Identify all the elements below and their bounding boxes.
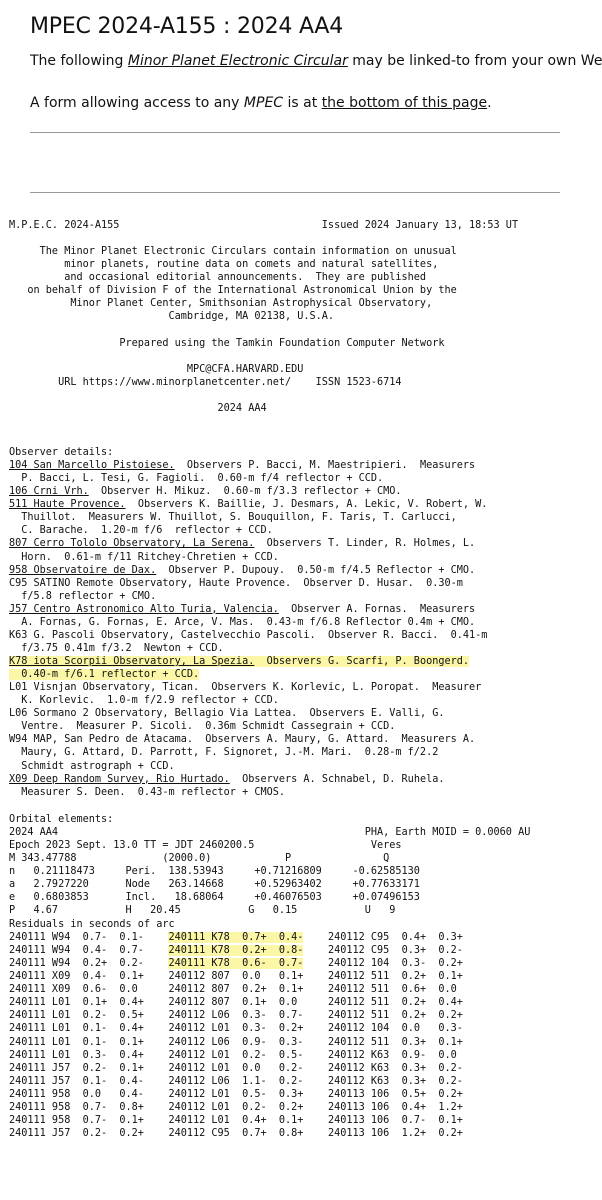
observer-text: Observer H. Mikuz. 0.60-m f/3.3 reflector + CMO. (88, 486, 402, 498)
residual-row (9, 1009, 463, 1022)
residual-cell: 240112 L01 0.3- 0.2+ (168, 1023, 304, 1035)
residual-gap (144, 1010, 169, 1021)
observer-text: Observers E. Valli, G. (297, 708, 445, 720)
residual-cell: 240112 C95 0.4+ 0.3+ (327, 932, 463, 943)
observer-continuation-text: f/5.8 reflector + CMO. (9, 590, 157, 602)
observer-continuation (9, 511, 487, 524)
header-line: on behalf of Division F of the International Astronomical Union by the (9, 285, 457, 297)
residual-gap (303, 984, 328, 995)
header-line: 2024 AA4 (9, 402, 267, 414)
bottom-of-page-link[interactable]: the bottom of this page (321, 95, 488, 111)
residual-cell: 240111 958 0.0 0.4- (9, 1088, 144, 1100)
observer-text: Observers K. Baillie, J. Desmars, A. Lekic, V. Robert, W. (125, 499, 488, 511)
residual-gap (303, 1128, 328, 1139)
intro-after: may be linked-to from your own We (347, 53, 602, 69)
residual-cell: 240112 511 0.2+ 0.2+ (327, 1010, 463, 1022)
residual-gap (144, 1037, 169, 1048)
residual-gap (303, 1023, 328, 1034)
observer-entry (9, 707, 487, 720)
observer-continuation-text: K. Korlevic. 1.0-m f/2.9 reflector + CCD. (9, 695, 279, 707)
residual-gap (303, 997, 328, 1008)
residual-cell: 240113 106 0.7- 0.1+ (327, 1114, 463, 1126)
header-line (9, 232, 518, 245)
residual-gap (144, 1023, 169, 1034)
observatory-name: K63 G. Pascoli Observatory, Castelvecchio Pascoli. (9, 629, 316, 641)
observer-text: Observers A. Maury, G. Attard. Measurers A. (193, 734, 476, 746)
residual-cell: 240112 L06 1.1- 0.2- (168, 1075, 304, 1087)
residual-gap (303, 971, 328, 982)
residual-row (9, 1049, 463, 1062)
observer-entry (9, 773, 487, 786)
observatory-name: C95 SATINO Remote Observatory, Haute Provence. (9, 577, 292, 589)
residual-cell: 240111 J57 0.2- 0.2+ (9, 1127, 144, 1139)
observatory-name: L06 Sormano 2 Observatory, Bellagio Via Lattea. (9, 708, 298, 720)
observer-entry (9, 564, 487, 577)
residual-gap (144, 997, 169, 1008)
header-line: and occasional editorial announcements. They are published (9, 272, 427, 284)
observer-continuation-text: A. Fornas, G. Fornas, E. Arce, V. Mas. 0.43-m f/6.8 Reflector 0.4m + CMO. (9, 616, 476, 628)
observer-entry (9, 733, 487, 746)
residual-row (9, 1127, 463, 1140)
observatory-link[interactable]: X09 Deep Random Survey, Rio Hurtado. (9, 773, 230, 785)
observer-continuation-text: Measurer S. Deen. 0.43-m reflector + CMOS. (9, 786, 286, 798)
observer-continuation (9, 616, 487, 629)
observer-entry (9, 603, 487, 616)
residual-cell: 240111 W94 0.2+ 0.2- (9, 958, 144, 970)
observer-continuation-text: 0.40-m f/6.1 reflector + CCD. (9, 669, 200, 681)
residual-row (9, 1114, 463, 1127)
observer-continuation-text: C. Barache. 1.20-m f/6 reflector + CCD. (9, 525, 273, 537)
form-note-before: A form allowing access to any (30, 95, 244, 111)
residual-row (9, 1022, 463, 1035)
residual-cell: 240113 106 1.2+ 0.2+ (327, 1127, 463, 1139)
observer-text: Observers A. Schnabel, D. Ruhela. (229, 773, 445, 785)
residual-gap (144, 958, 169, 969)
divider-bottom (30, 192, 560, 193)
form-note-after: . (487, 95, 492, 111)
residual-cell: 240111 X09 0.4- 0.1+ (9, 971, 144, 983)
orbital-line: 2024 AA4 PHA, Earth MOID = 0.0060 AU (9, 827, 531, 839)
residual-cell: 240112 511 0.2+ 0.1+ (327, 971, 463, 983)
header-line: Minor Planet Center, Smithsonian Astrophysical Observatory, (9, 298, 433, 310)
residual-cell: 240112 K63 0.3+ 0.2- (327, 1062, 463, 1074)
residual-row (9, 970, 463, 983)
observer-details (9, 446, 487, 799)
observer-continuation (9, 668, 487, 681)
residual-gap (144, 1115, 169, 1126)
observer-continuation (9, 472, 487, 485)
orbital-line: n 0.21118473 Peri. 138.53943 +0.71216809 -0.62585130 (9, 866, 420, 878)
residual-cell: 240112 K63 0.3+ 0.2- (327, 1075, 463, 1087)
residual-row (9, 996, 463, 1009)
observer-continuation-text: Ventre. Measurer P. Sicoli. 0.36m Schmidt Cassegrain + CCD. (9, 721, 396, 733)
form-note-mpec: MPEC (243, 95, 284, 111)
residual-cell: 240112 L01 0.4+ 0.1+ (168, 1114, 304, 1126)
orbital-line: Epoch 2023 Sept. 13.0 TT = JDT 2460200.5 Veres (9, 840, 402, 852)
residual-gap (144, 1050, 169, 1061)
residual-cell: 240113 106 0.5+ 0.2+ (327, 1088, 463, 1100)
residual-cell: 240111 L01 0.1- 0.1+ (9, 1036, 144, 1048)
residual-row (9, 1088, 463, 1101)
residual-cell: 240111 958 0.7- 0.1+ (9, 1114, 144, 1126)
observer-entry (9, 655, 487, 668)
residual-cell: 240111 L01 0.2- 0.5+ (9, 1010, 144, 1022)
orbital-line: e 0.6803853 Incl. 18.68064 +0.46076503 +0.07496153 (9, 892, 420, 904)
residual-gap (303, 1050, 328, 1061)
header-line: Prepared using the Tamkin Foundation Computer Network (9, 337, 445, 349)
header-line: MPC@CFA.HARVARD.EDU (9, 363, 304, 375)
residual-gap (303, 1115, 328, 1126)
observer-continuation (9, 551, 487, 564)
residual-gap (303, 958, 328, 969)
observer-continuation-text: Maury, G. Attard, D. Parrott, F. Signoret, J.-M. Mari. 0.28-m f/2.2 (9, 747, 439, 759)
residual-cell: 240112 L01 0.5- 0.3+ (168, 1088, 304, 1100)
header-line: The Minor Planet Electronic Circulars contain information on unusual (9, 246, 457, 258)
residual-gap (144, 945, 169, 956)
residual-cell: 240111 J57 0.1- 0.4- (9, 1075, 144, 1087)
residual-cell: 240112 L06 0.9- 0.3- (168, 1036, 304, 1048)
residual-cell: 240111 958 0.7- 0.8+ (9, 1101, 144, 1113)
circular-header (9, 219, 518, 415)
residual-row (9, 1075, 463, 1088)
observatory-link[interactable]: 511 Haute Provence. (9, 499, 126, 511)
orbital-line: Residuals in seconds of arc (9, 918, 175, 930)
residual-cell: 240111 X09 0.6- 0.0 (9, 984, 144, 996)
observer-entry (9, 485, 487, 498)
residual-cell: 240111 K78 0.6- 0.7- (168, 958, 304, 970)
residual-gap (144, 1102, 169, 1113)
residual-cell: 240111 W94 0.4- 0.7- (9, 945, 144, 957)
intro-before: The following (30, 53, 128, 69)
observer-continuation (9, 786, 487, 799)
residual-row (9, 1101, 463, 1114)
observer-entry (9, 681, 487, 694)
residual-gap (303, 1037, 328, 1048)
observer-entry (9, 459, 487, 472)
residual-cell: 240112 511 0.2+ 0.4+ (327, 997, 463, 1009)
residual-cell: 240112 511 0.3+ 0.1+ (327, 1036, 463, 1048)
residual-gap (144, 971, 169, 982)
observer-text: Observers T. Linder, R. Holmes, L. (254, 538, 476, 550)
residual-cell: 240112 L01 0.2- 0.5- (168, 1049, 304, 1061)
form-note-middle: is at (283, 95, 322, 111)
header-line (9, 350, 518, 363)
residual-cell: 240111 K78 0.7+ 0.4- (168, 932, 304, 943)
observer-text: Observer P. Dupouy. 0.50-m f/4.5 Reflector + CMO. (156, 564, 476, 576)
residual-gap (144, 984, 169, 995)
observatory-name: L01 Visnjan Observatory, Tican. (9, 682, 200, 694)
observer-continuation (9, 760, 487, 773)
residual-row (9, 957, 463, 970)
observatory-link[interactable]: K78 iota Scorpii Observatory, La Spezia. (9, 656, 255, 667)
residual-cell: 240112 104 0.3- 0.2+ (327, 958, 463, 970)
residual-gap (303, 1102, 328, 1113)
observer-continuation (9, 720, 487, 733)
observer-entry (9, 577, 487, 590)
residual-cell: 240111 W94 0.7- 0.1- (9, 932, 144, 943)
observer-continuation (9, 590, 487, 603)
residual-cell: 240112 807 0.1+ 0.0 (168, 997, 304, 1009)
observer-heading: Observer details: (9, 447, 114, 458)
divider-top (30, 132, 560, 133)
observer-text: Observers K. Korlevic, L. Poropat. Measurer (199, 682, 482, 694)
mpec-link[interactable]: Minor Planet Electronic Circular (127, 53, 348, 69)
residual-gap (303, 932, 328, 943)
orbital-line: M 343.47788 (2000.0) P Q (9, 853, 390, 865)
observatory-link[interactable]: 807 Cerro Tololo Observatory, La Serena. (9, 538, 255, 550)
orbital-elements (9, 813, 530, 931)
orbital-line: Orbital elements: (9, 814, 114, 825)
header-line (9, 324, 518, 337)
residual-gap (144, 1089, 169, 1100)
observer-continuation (9, 524, 487, 537)
residual-cell: 240112 K63 0.9- 0.0 (327, 1049, 463, 1061)
header-line: Cambridge, MA 02138, U.S.A. (9, 311, 335, 323)
residual-cell: 240112 L01 0.2- 0.2+ (168, 1101, 304, 1113)
residual-row (9, 931, 463, 944)
residual-gap (144, 1128, 169, 1139)
residuals-table (9, 931, 463, 1140)
residual-cell: 240112 807 0.0 0.1+ (168, 971, 304, 983)
residual-row (9, 1062, 463, 1075)
residual-cell: 240111 L01 0.1+ 0.4+ (9, 997, 144, 1009)
observer-entry (9, 537, 487, 550)
observer-text: Observer A. Fornas. Measurers (278, 603, 476, 615)
residual-gap (303, 1076, 328, 1087)
observer-entry (9, 629, 487, 642)
observer-text: Observer R. Bacci. 0.41-m (315, 629, 488, 641)
residual-cell: 240112 C95 0.7+ 0.8+ (168, 1127, 304, 1139)
observer-continuation (9, 642, 487, 655)
observer-entry (9, 498, 487, 511)
header-line: URL https://www.minorplanetcenter.net/ ISSN 1523-6714 (9, 376, 402, 388)
observer-continuation-text: Schmidt astrograph + CCD. (9, 760, 175, 772)
observer-text: Observer D. Husar. 0.30-m (291, 577, 463, 589)
observatory-link[interactable]: 958 Observatoire de Dax. (9, 564, 157, 576)
residual-cell: 240112 511 0.6+ 0.0 (327, 984, 463, 996)
residual-gap (303, 1089, 328, 1100)
residual-gap (144, 1063, 169, 1074)
orbital-line: P 4.67 H 20.45 G 0.15 U 9 (9, 905, 396, 917)
observer-continuation-text: Thuillot. Measurers W. Thuillot, S. Bouquillon, F. Taris, T. Carlucci, (9, 512, 457, 524)
residual-cell: 240112 L06 0.3- 0.7- (168, 1010, 304, 1022)
residual-cell: 240111 J57 0.2- 0.1+ (9, 1062, 144, 1074)
observer-continuation (9, 694, 487, 707)
observatory-link[interactable]: 104 San Marcello Pistoiese. (9, 460, 175, 472)
residual-cell: 240112 807 0.2+ 0.1+ (168, 984, 304, 996)
residual-row (9, 1036, 463, 1049)
intro-text (30, 53, 602, 69)
observatory-name: W94 MAP, San Pedro de Atacama. (9, 734, 194, 746)
residual-cell: 240111 L01 0.1- 0.4+ (9, 1023, 144, 1035)
observatory-link[interactable]: J57 Centro Astronomico Alto Turia, Valencia. (9, 603, 279, 615)
residual-row (9, 983, 463, 996)
residual-gap (303, 1063, 328, 1074)
observer-highlight (9, 656, 469, 667)
residual-row (9, 944, 463, 957)
observer-continuation-text: P. Bacci, L. Tesi, G. Fagioli. 0.60-m f/4 reflector + CCD. (9, 473, 384, 485)
residual-gap (303, 945, 328, 956)
residual-gap (303, 1010, 328, 1021)
residual-cell: 240112 104 0.0 0.3- (327, 1023, 463, 1035)
observer-continuation-text: Horn. 0.61-m f/11 Ritchey-Chretien + CCD. (9, 551, 279, 563)
residual-cell: 240112 C95 0.3+ 0.2- (327, 945, 463, 957)
residual-cell: 240113 106 0.4+ 1.2+ (327, 1101, 463, 1113)
orbital-line: a 2.7927220 Node 263.14668 +0.52963402 +0.77633171 (9, 879, 420, 891)
header-line: M.P.E.C. 2024-A155 Issued 2024 January 13, 18:53 UT (9, 220, 519, 231)
residual-gap (144, 1076, 169, 1087)
residual-cell: 240111 K78 0.2+ 0.8- (168, 945, 304, 957)
page-title: MPEC 2024-A155 : 2024 AA4 (30, 14, 344, 39)
observatory-link[interactable]: 106 Crni Vrh. (9, 486, 89, 498)
header-line (9, 389, 518, 402)
observer-continuation-text: f/3.75 0.41m f/3.2 Newton + CCD. (9, 642, 224, 654)
header-line: minor planets, routine data on comets and natural satellites, (9, 259, 439, 271)
residual-cell: 240111 L01 0.3- 0.4+ (9, 1049, 144, 1061)
observer-continuation (9, 746, 487, 759)
residual-cell: 240112 L01 0.0 0.2- (168, 1062, 304, 1074)
residual-gap (144, 932, 169, 943)
observer-text: Observers P. Bacci, M. Maestripieri. Measurers (174, 460, 476, 472)
form-note (30, 95, 492, 111)
observer-text: Observers G. Scarfi, P. Boongerd. (254, 656, 470, 667)
